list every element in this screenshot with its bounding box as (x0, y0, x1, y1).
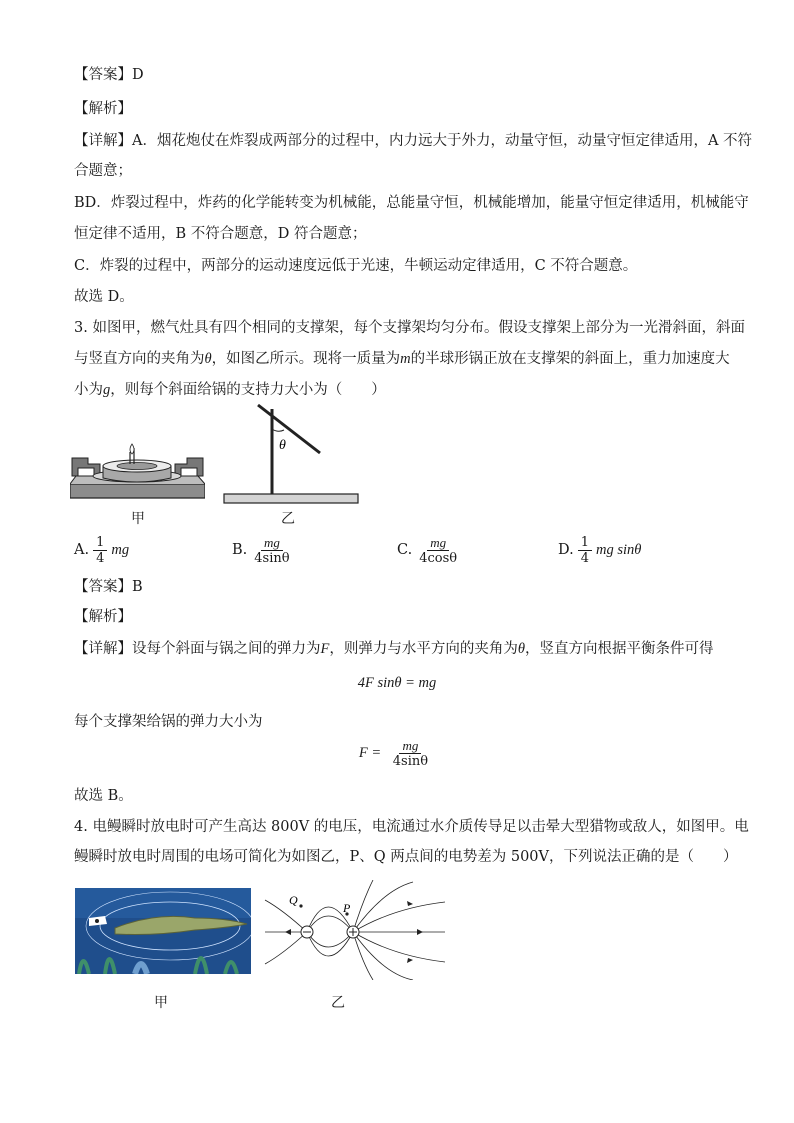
equation-balance: 4F sinθ = mg (357, 675, 437, 691)
figure-gas-stove (70, 440, 205, 502)
q4-stem-line1: 4. 电鳗瞬时放电时可产生高达 800V 的电压，电流通过水介质传导足以击晕大型猎物或敌人，如图甲。电 (74, 819, 749, 835)
analysis-tag: 【解析】 (74, 609, 132, 625)
q4-stem-line2: 鳗瞬时放电时周围的电场可简化为如图乙，P、Q 两点间的电势差为 500V，下列说法正确的是（ ） (74, 849, 738, 865)
q3-final-choice: 故选 B。 (74, 788, 133, 804)
q2-answer-line (74, 65, 144, 85)
figure-electric-eel (75, 888, 251, 974)
answer-tag: 【答案】 (74, 67, 132, 83)
q2-detail-line3: BD．炸裂过程中，炸药的化学能转变为机械能，总能量守恒，机械能增加，能量守恒定律适用，机械能守 (74, 195, 749, 211)
figure-jia-caption-q4: 甲 (154, 995, 168, 1011)
q2-detail-line4: 恒定律不适用，B 不符合题意，D 符合题意； (74, 226, 367, 242)
figure-field-lines (263, 880, 448, 980)
label-q: Q (289, 893, 298, 907)
q3-stem-line2: 与竖直方向的夹角为θ，如图乙所示。现将一质量为m的半球形锅正放在支撑架的斜面上，重力加速度大 (74, 351, 730, 367)
answer-value: D (132, 67, 144, 83)
figure-yi-caption-q4: 乙 (331, 995, 345, 1011)
gravity-symbol: g (103, 382, 111, 398)
q3-detail-line2: 每个支撑架给锅的弹力大小为 (74, 714, 263, 730)
equation-result: F = $\frac{mg}{4\sin\theta}$ (358, 738, 429, 769)
detail-tag: 【详解】 (74, 133, 132, 149)
q3-stem-line1: 3. 如图甲，燃气灶具有四个相同的支撑架，每个支撑架均匀分布。假设支撑架上部分为一光滑斜面，斜面 (74, 320, 745, 336)
option-b[interactable]: B. $\frac{mg}{4\sin\theta}$ (232, 534, 290, 566)
q3-detail-line: 【详解】设每个斜面与锅之间的弹力为F，则弹力与水平方向的夹角为θ，竖直方向根据平衡条件可得 (74, 641, 714, 657)
q2-detail-line5: C．炸裂的过程中，两部分的运动速度远低于光速，牛顿运动定律适用，C 不符合题意。 (74, 258, 638, 274)
option-a[interactable]: A. $\frac{1}{4}$ mg (74, 534, 130, 566)
mass-symbol: m (400, 351, 411, 367)
theta-angle-label: θ (279, 438, 286, 453)
option-c[interactable]: C. $\frac{mg}{4\cos\theta}$ (397, 534, 458, 566)
option-d[interactable]: D. $\frac{1}{4}$ mg sinθ (558, 534, 642, 566)
q2-final-choice: 故选 D。 (74, 289, 134, 305)
label-p: P (343, 901, 351, 915)
q3-answer-line: 【答案】B (74, 579, 143, 595)
q2-detail-line2: 合题意； (74, 163, 132, 179)
theta-symbol: θ (204, 351, 212, 367)
analysis-tag: 【解析】 (74, 101, 132, 117)
figure-incline-support (222, 403, 362, 507)
figure-yi-caption: 乙 (281, 511, 295, 527)
answer-value: B (132, 579, 143, 595)
q3-stem-line3: 小为g，则每个斜面给锅的支持力大小为（ ） (74, 382, 386, 398)
q2-detail-line1 (74, 131, 752, 151)
detail-text: A．烟花炮仗在炸裂成两部分的过程中，内力远大于外力，动量守恒，动量守恒定律适用，A 不符 (132, 133, 753, 149)
figure-jia-caption: 甲 (131, 511, 145, 527)
